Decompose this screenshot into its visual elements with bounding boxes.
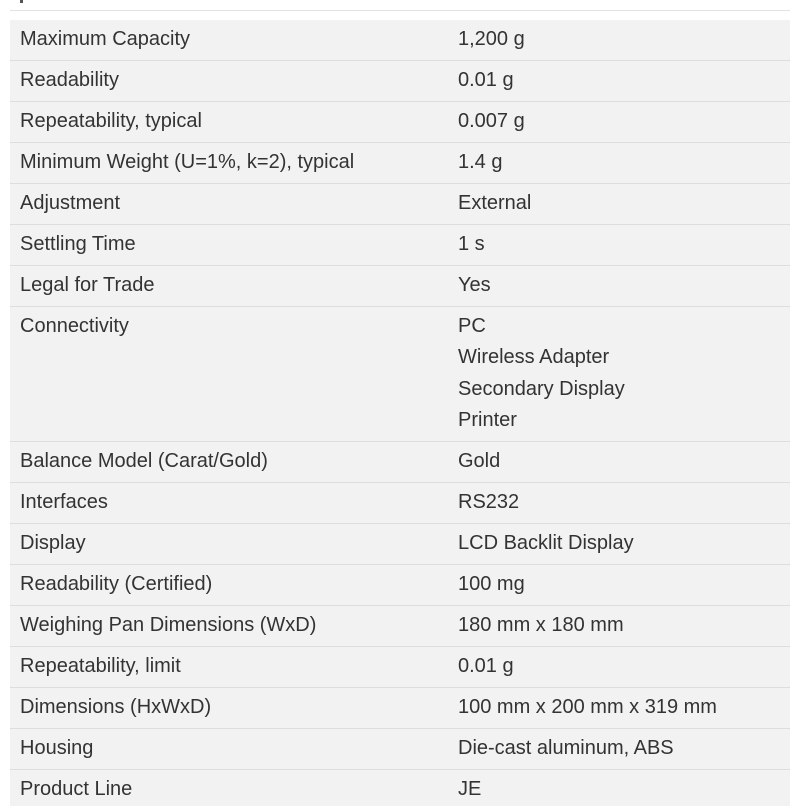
connectivity-option: PC [458, 315, 486, 337]
spec-value: Yes [448, 266, 790, 307]
spec-label: Interfaces [10, 483, 448, 524]
table-row [10, 524, 790, 565]
spec-label: Minimum Weight (U=1%, k=2), typical [10, 143, 448, 184]
table-row [10, 225, 790, 266]
table-row [10, 143, 790, 184]
table-row [10, 647, 790, 688]
top-heading-fragment [20, 0, 23, 3]
spec-label: Adjustment [10, 184, 448, 225]
table-row [10, 61, 790, 102]
table-row [10, 770, 790, 806]
spec-value: External [448, 184, 790, 225]
table-row [10, 688, 790, 729]
spec-value: Gold [448, 442, 790, 483]
spec-label: Balance Model (Carat/Gold) [10, 442, 448, 483]
table-row [10, 565, 790, 606]
spec-label: Repeatability, limit [10, 647, 448, 688]
spec-value: RS232 [448, 483, 790, 524]
spec-value: LCD Backlit Display [448, 524, 790, 565]
spec-label: Repeatability, typical [10, 102, 448, 143]
spec-label: Dimensions (HxWxD) [10, 688, 448, 729]
specifications-table [10, 20, 790, 806]
spec-value: 0.007 g [448, 102, 790, 143]
spec-label: Settling Time [10, 225, 448, 266]
spec-value: JE [458, 778, 482, 801]
spec-label: Connectivity [10, 307, 448, 442]
spec-value: 1,200 g [448, 20, 790, 61]
table-row [10, 20, 790, 61]
table-row [10, 442, 790, 483]
connectivity-option: Secondary Display [458, 377, 625, 400]
spec-value: 180 mm x 180 mm [448, 606, 790, 647]
spec-value: 1.4 g [448, 143, 790, 184]
table-row [10, 483, 790, 524]
spec-label: Legal for Trade [10, 266, 448, 307]
spec-value: 0.01 g [448, 61, 790, 102]
spec-label: Readability [10, 61, 448, 102]
section-divider [10, 10, 790, 11]
connectivity-option: Wireless Adapter [458, 346, 610, 369]
spec-value: 0.01 g [448, 647, 790, 688]
table-row [10, 307, 790, 442]
connectivity-option: Printer [458, 408, 517, 431]
spec-label: Housing [10, 729, 448, 770]
table-row [10, 606, 790, 647]
spec-label: Maximum Capacity [10, 20, 448, 61]
spec-value-list [448, 307, 790, 442]
spec-value: 100 mm x 200 mm x 319 mm [448, 688, 790, 729]
spec-value: Die-cast aluminum, ABS [448, 729, 790, 770]
table-row [10, 266, 790, 307]
spec-label: Weighing Pan Dimensions (WxD) [10, 606, 448, 647]
spec-label: Product Line [20, 778, 133, 801]
spec-value: 100 mg [448, 565, 790, 606]
table-row [10, 102, 790, 143]
table-row [10, 184, 790, 225]
table-row [10, 729, 790, 770]
spec-value: 1 s [448, 225, 790, 266]
spec-label: Readability (Certified) [10, 565, 448, 606]
spec-label: Display [10, 524, 448, 565]
